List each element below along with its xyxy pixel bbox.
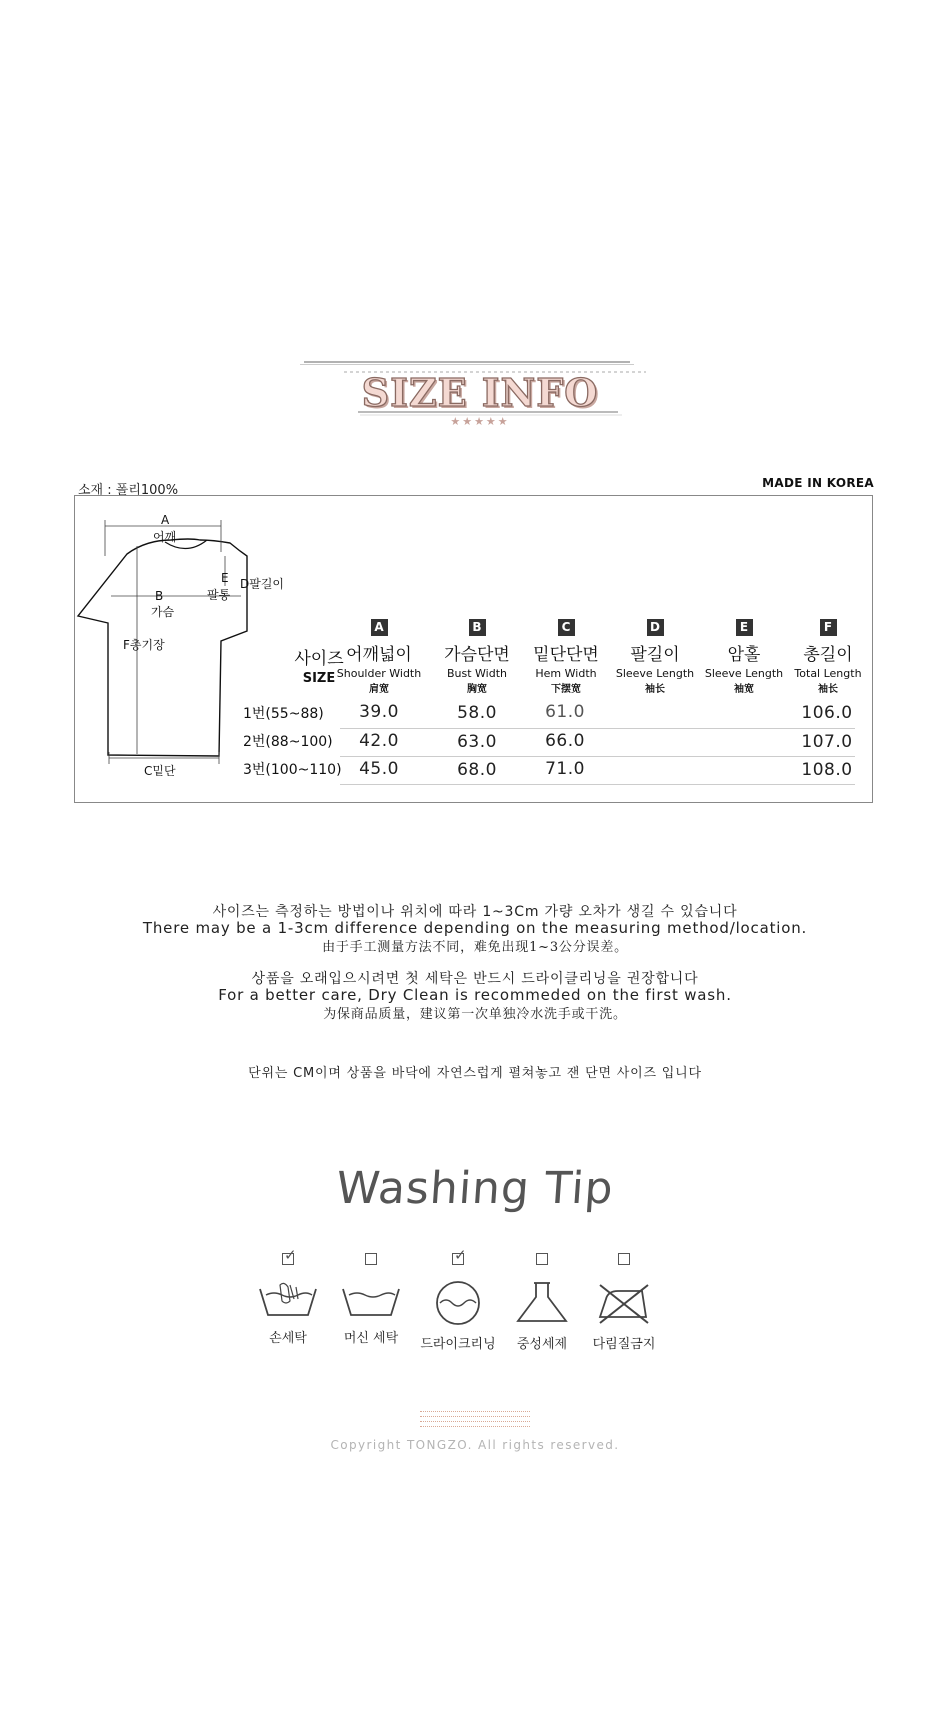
- wash-item-label: 머신 세탁: [343, 1331, 399, 1346]
- wash-item-label: 드라이크리닝: [420, 1337, 496, 1352]
- column-chinese-label: 袖长: [645, 684, 665, 695]
- check-mark-icon: ✓: [284, 1246, 297, 1264]
- wash-item-label: 중성세제: [516, 1337, 568, 1352]
- size-header-english: SIZE: [302, 671, 336, 686]
- column-english-label: Shoulder Width: [336, 667, 422, 680]
- column-korean-label: 가슴단면: [444, 645, 510, 665]
- note-care-chinese: 为保商品质量，建议第一次单独冷水洗手或干洗。: [323, 1007, 627, 1022]
- table-cell: 39.0: [359, 702, 399, 722]
- column-korean-label: 팔길이: [630, 645, 680, 665]
- machine-wash-icon: [339, 1279, 403, 1321]
- table-cell: 45.0: [359, 759, 399, 779]
- row-divider: [340, 784, 855, 785]
- diagram-total-length-label: F총기장: [123, 638, 165, 652]
- wash-item-label: 다림질금지: [592, 1337, 656, 1352]
- column-chinese-label: 袖宽: [734, 684, 754, 695]
- wash-item-hand-wash: [240, 1246, 336, 1346]
- column-letter-badge: B: [469, 619, 486, 636]
- table-cell: 58.0: [457, 703, 497, 723]
- column-letter-badge: C: [558, 619, 575, 636]
- table-cell: 71.0: [545, 759, 585, 779]
- neutral-detergent-icon: [510, 1279, 574, 1327]
- table-cell: 68.0: [457, 760, 497, 780]
- checkbox: [282, 1246, 297, 1265]
- column-korean-label: 총길이: [803, 645, 853, 665]
- table-cell: 108.0: [801, 760, 853, 780]
- rating-stars: ★★★★★: [450, 415, 510, 428]
- no-ironing-icon: [592, 1279, 656, 1327]
- column-letter-badge: E: [736, 619, 753, 636]
- column-english-label: Hem Width: [535, 667, 597, 680]
- note-measurement-english: There may be a 1-3cm difference depending on the measuring method/location.: [142, 919, 808, 937]
- diagram-b-label: B: [155, 589, 164, 603]
- table-cell: 42.0: [359, 731, 399, 751]
- wash-item-label: 손세탁: [269, 1331, 307, 1346]
- table-cell: 63.0: [457, 732, 497, 752]
- table-cell: 61.0: [545, 702, 585, 722]
- column-header-bust: [427, 616, 527, 695]
- column-header-hem: [516, 616, 616, 695]
- column-chinese-label: 下摆宽: [551, 684, 581, 695]
- diagram-sleeve-length-label: D팔길이: [240, 577, 285, 591]
- diagram-e-label: E: [221, 571, 229, 585]
- tiny-copyright-notice: [420, 1411, 530, 1429]
- diagram-a-label: A: [161, 513, 170, 527]
- wash-item-dry-clean: [410, 1246, 506, 1352]
- note-measurement-korean: 사이즈는 측정하는 방법이나 위치에 따라 1~3Cm 가량 오차가 생길 수 있습니다: [212, 904, 738, 920]
- wash-item-no-ironing: [576, 1250, 672, 1352]
- diagram-armhole-label: 팔통: [207, 588, 231, 602]
- material-label: 소재 : 폴리100%: [78, 483, 179, 498]
- checkbox: [536, 1253, 548, 1265]
- checkbox: [365, 1253, 377, 1265]
- column-english-label: Total Length: [794, 667, 862, 680]
- note-measurement-chinese: 由于手工测量方法不同，难免出现1~3公分误差。: [322, 940, 628, 955]
- column-korean-label: 암홀: [727, 645, 761, 665]
- column-letter-badge: F: [820, 619, 837, 636]
- column-header-shoulder: [329, 616, 429, 695]
- made-in-label: MADE IN KOREA: [762, 476, 874, 490]
- table-cell: 106.0: [801, 703, 853, 723]
- size-info-header: [300, 352, 660, 437]
- column-english-label: Bust Width: [446, 667, 508, 680]
- hand-wash-icon: [256, 1279, 320, 1321]
- size-row-label: 2번(88~100): [243, 734, 333, 750]
- column-header-sleeve-length: [605, 616, 705, 695]
- size-header-korean: 사이즈: [294, 649, 344, 669]
- size-row-label: 3번(100~110): [243, 762, 342, 778]
- diagram-chest-label: 가슴: [151, 605, 175, 619]
- row-divider: [340, 756, 855, 757]
- dry-clean-icon: [426, 1279, 490, 1327]
- check-mark-icon: ✓: [454, 1246, 467, 1264]
- diagram-shoulder-label: 어깨: [153, 530, 177, 544]
- column-header-total-length: [778, 616, 878, 695]
- note-unit: 단위는 CM이며 상품을 바닥에 자연스럽게 펼쳐놓고 잰 단면 사이즈 입니다: [248, 1066, 702, 1081]
- table-cell: 107.0: [801, 732, 853, 752]
- diagram-hem-label: C밑단: [144, 764, 176, 778]
- column-english-label: Sleeve Length: [704, 667, 784, 680]
- column-korean-label: 어깨넓이: [346, 645, 412, 665]
- note-care-english: For a better care, Dry Clean is recommeded on the first wash.: [218, 986, 732, 1004]
- size-info-title: SIZE INFO: [361, 370, 599, 415]
- size-row-label: 1번(55~88): [243, 706, 324, 722]
- checkbox: [618, 1253, 630, 1265]
- column-chinese-label: 袖长: [818, 684, 838, 695]
- note-care-korean: 상품을 오래입으시려면 첫 세탁은 반드시 드라이클리닝을 권장합니다: [251, 971, 699, 987]
- washing-tip-title: Washing Tip: [334, 1163, 616, 1214]
- copyright-text: Copyright TONGZO. All rights reserved.: [330, 1438, 620, 1452]
- checkbox: [452, 1246, 467, 1265]
- column-korean-label: 밑단단면: [533, 645, 599, 665]
- size-chart-box: [74, 495, 873, 803]
- column-chinese-label: 肩宽: [369, 684, 389, 695]
- table-cell: 66.0: [545, 731, 585, 751]
- wash-item-machine-wash: [323, 1250, 419, 1346]
- column-chinese-label: 胸宽: [467, 684, 487, 695]
- column-letter-badge: D: [647, 619, 664, 636]
- row-divider: [340, 728, 855, 729]
- column-english-label: Sleeve Length: [615, 667, 695, 680]
- column-letter-badge: A: [371, 619, 388, 636]
